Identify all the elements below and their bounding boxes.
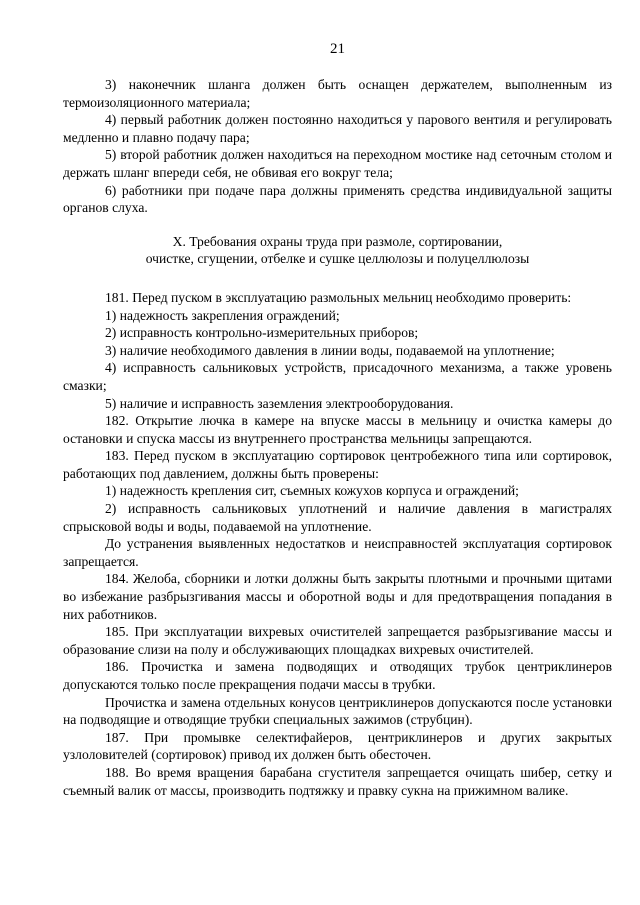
paragraph-183: 183. Перед пуском в эксплуатацию сортировок центробежного типа или сортировок, работающих под давлением, должны быть проверены: — [63, 448, 612, 481]
paragraph-185: 185. При эксплуатации вихревых очистителей запрещается разбрызгивание массы и образование слизи на полу и обслуживающих площадках вихревых очистителей. — [63, 624, 612, 657]
paragraph-item-3: 3) наконечник шланга должен быть оснащен держателем, выполненным из термоизоляционного материала; — [63, 77, 612, 110]
section-heading-line-2: очистке, сгущении, отбелке и сушке целлюлозы и полуцеллюлозы — [145, 251, 530, 267]
paragraph-181-item-2: 2) исправность контрольно-измерительных приборов; — [105, 325, 419, 341]
paragraph-184: 184. Желоба, сборники и лотки должны быть закрыты плотными и прочными щитами во избежание разбрызгивания массы и оборотной воды и для предотвращения попадания в них работников. — [63, 571, 612, 622]
paragraph-181: 181. Перед пуском в эксплуатацию размольных мельниц необходимо проверить: — [105, 289, 572, 305]
paragraph-186-note: Прочистка и замена отдельных конусов центриклинеров допускаются после установки на подводящие и отводящие трубки специальных зажимов (струбцин). — [63, 694, 612, 728]
paragraph-181-item-3: 3) наличие необходимого давления в линии воды, подаваемой на уплотнение; — [105, 342, 555, 358]
paragraph-188: 188. Во время вращения барабана сгустителя запрещается очищать шибер, сетку и съемный валик от массы, производить подтяжку и правку сукна на прижимном валике. — [63, 764, 612, 798]
paragraph-item-4: 4) первый работник должен постоянно находиться у парового вентиля и регулировать медленно и плавно подачу пара; — [63, 112, 612, 145]
paragraph-183-note: До устранения выявленных недостатков и неисправностей эксплуатация сортировок запрещается. — [63, 536, 612, 569]
paragraph-item-5: 5) второй работник должен находиться на переходном мостике над сеточным столом и держать шланг впереди себя, не обвивая его вокруг тела; — [63, 147, 612, 180]
paragraph-181-item-1: 1) надежность закрепления ограждений; — [105, 307, 340, 323]
section-heading-line-1: X. Требования охраны труда при размоле, сортировании, — [172, 233, 503, 249]
paragraph-187: 187. При промывке селектифайеров, центриклинеров и других закрытых узлоловителей (сортировок) привод их должен быть обесточен. — [63, 729, 612, 763]
paragraph-183-item-2: 2) исправность сальниковых уплотнений и наличие давления в магистралях спрысковой воды и воды, подаваемой на уплотнение. — [63, 501, 612, 534]
paragraph-186: 186. Прочистка и замена подводящих и отводящих трубок центриклинеров допускаются только после прекращения подачи массы в трубки. — [63, 659, 612, 692]
section-heading — [63, 233, 612, 268]
paragraph-181-item-4: 4) исправность сальниковых устройств, присадочного механизма, а также уровень смазки; — [63, 360, 612, 393]
paragraph-item-6: 6) работники при подаче пара должны применять средства индивидуальной защиты органов слуха. — [63, 182, 612, 216]
page-number: 21 — [330, 41, 345, 57]
paragraph-182: 182. Открытие лючка в камере на впуске массы в мельницу и очистка камеры до остановки и спуска массы из внутреннего пространства мельницы запрещаются. — [63, 413, 612, 446]
paragraph-181-item-5: 5) наличие и исправность заземления электрооборудования. — [105, 395, 454, 411]
paragraph-183-item-1: 1) надежность крепления сит, съемных кожухов корпуса и ограждений; — [105, 483, 519, 499]
